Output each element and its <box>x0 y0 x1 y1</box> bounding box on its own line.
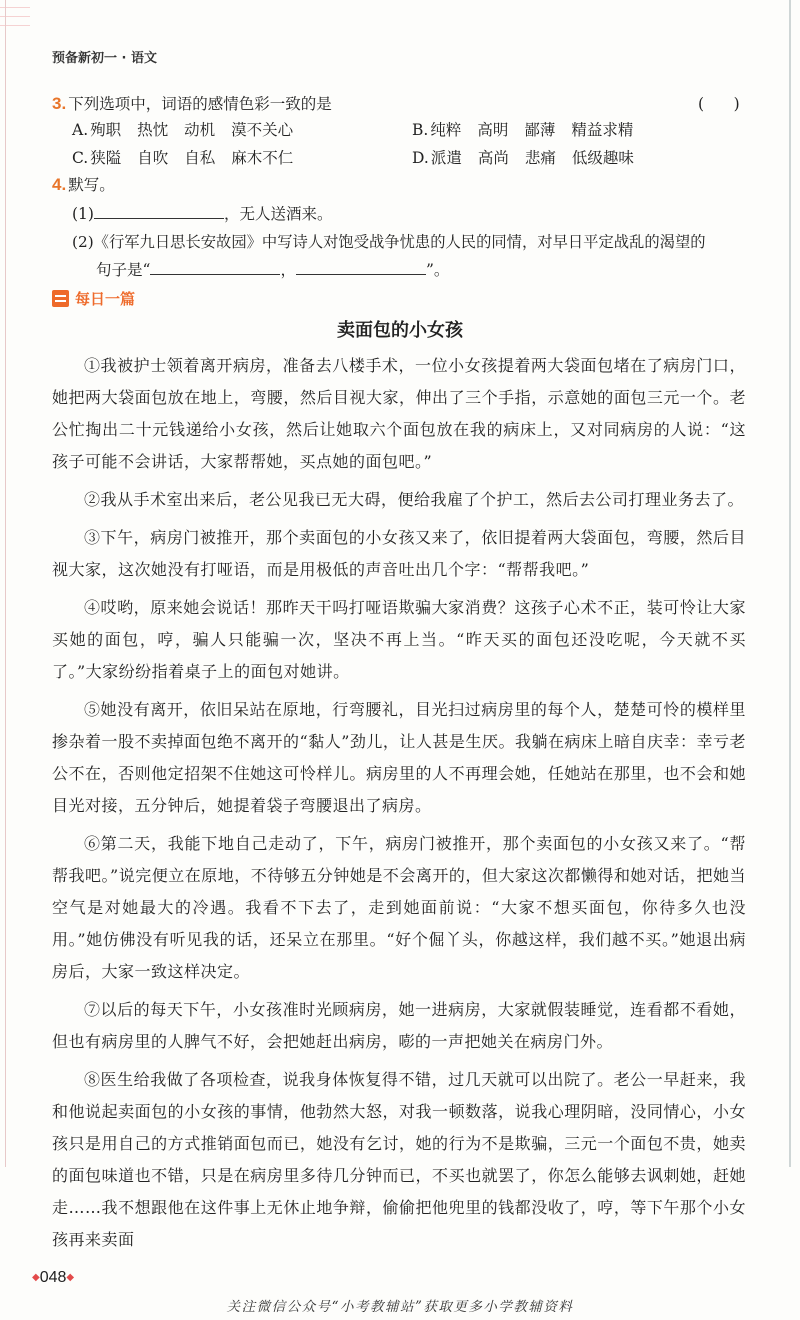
section-header <box>52 288 135 309</box>
option-a: A. 殉职 热忱 动机 漠不关心 <box>72 121 294 139</box>
question-number: 4. <box>52 175 67 194</box>
section-number-icon <box>52 290 69 307</box>
option-c: C. 狭隘 自吹 自私 麻木不仁 <box>72 149 294 167</box>
article-title: 卖面包的小女孩 <box>337 320 463 341</box>
question-4-sub-2: (2)《行军九日思长安故园》中写诗人对饱受战争忧患的人民的同情，对早日平定战乱的渴望的 <box>72 233 706 251</box>
fill-blank[interactable] <box>296 260 426 275</box>
article-flow <box>0 350 800 1320</box>
question-4-sub-2-answer: 句子是“ ， ”。 <box>96 261 450 279</box>
question-number: 3. <box>52 94 67 113</box>
paragraph: ⑦以后的每天下午，小女孩准时光顾病房，她一进病房，大家就假装睡觉，连看都不看她，但也有病房里的人脾气不好，会把她赶出病房，嘭的一声把她关在病房门外。 <box>52 1000 746 1051</box>
option-b: B. 纯粹 高明 鄙薄 精益求精 <box>412 121 634 139</box>
question-4-sub-1: (1) ，无人送酒来。 <box>72 205 333 223</box>
article-body <box>52 350 746 1256</box>
fill-blank[interactable] <box>94 204 224 219</box>
answer-blank[interactable]: ( ) <box>698 95 740 113</box>
question-text: 下列选项中，词语的感情色彩一致的是 <box>68 95 332 113</box>
paragraph: ④哎哟，原来她会说话！那昨天干吗打哑语欺骗大家消费？这孩子心术不正，装可怜让大家买她的面包，哼，骗人只能骗一次，坚决不再上当。“昨天买的面包还没吃呢，今天就不买了。”大家纷纷指着桌子上的面包对她讲。 <box>52 598 746 681</box>
paragraph: ⑧医生给我做了各项检查，说我身体恢复得不错，过几天就可以出院了。老公一早赶来，我和他说起卖面包的小女孩的事情，他勃然大怒，对我一顿数落，说我心理阴暗，没同情心，小女孩只是用自己的方式推销面包而已，她没有乞讨，她的行为不是欺骗，三元一个面包不贵，她卖的面包味道也不错，只是在病房里多待几分钟而已，不买也就罢了，你怎么能够去讽刺她，赶她走……我不想跟他在这件事上无休止地争辩，偷偷把他兜里的钱都没收了，哼，等下午那个小女孩再来卖面 <box>52 1070 746 1249</box>
paragraph: ①我被护士领着离开病房，准备去八楼手术，一位小女孩提着两大袋面包堵在了病房门口，她把两大袋面包放在地上，弯腰，然后目视大家，伸出了三个手指，示意她的面包三元一个。老公忙掏出二十元钱递给小女孩，然后让她取六个面包放在我的病床上，又对同病房的人说：“这孩子可能不会讲话，大家帮帮她，买点她的面包吧。” <box>52 356 746 471</box>
paragraph: ③下午，病房门被推开，那个卖面包的小女孩又来了，依旧提着两大袋面包，弯腰，然后目视大家，这次她没有打哑语，而是用极低的声音吐出几个字：“帮帮我吧。” <box>52 528 746 579</box>
option-d: D. 派遣 高尚 悲痛 低级趣味 <box>412 149 634 167</box>
question-4 <box>52 175 115 195</box>
fill-blank[interactable] <box>150 260 280 275</box>
diamond-icon: ◆ <box>32 1272 40 1283</box>
paragraph: ②我从手术室出来后，老公见我已无大碍，便给我雇了个护工，然后去公司打理业务去了。 <box>84 490 745 509</box>
section-label: 每日一篇 <box>75 290 136 308</box>
paragraph: ⑤她没有离开，依旧呆站在原地，行弯腰礼，目光扫过病房里的每个人，楚楚可怜的模样里掺杂着一股不卖掉面包绝不离开的“黏人”劲儿，让人甚是生厌。我躺在病床上暗自庆幸：幸亏老公不在，否则他定招架不住她这可怜样儿。病房里的人不再理会她，任她站在那里，也不会和她目光对接，五分钟后，她提着袋子弯腰退出了病房。 <box>52 700 746 815</box>
footer-note: 关注微信公众号“小考教辅站”获取更多小学教辅资料 <box>226 1299 574 1316</box>
question-text: 默写。 <box>68 176 115 194</box>
paragraph: ⑥第二天，我能下地自己走动了，下午，病房门被推开，那个卖面包的小女孩又来了。“帮帮我吧。”说完便立在原地，不待够五分钟她是不会离开的，但大家这次都懒得和她对话，把她当空气是对她最大的冷遇。我看不下去了，走到她面前说：“大家不想买面包，你待多久也没用。”她仿佛没有听见我的话，还呆立在那里。“好个倔丫头，你越这样，我们越不买。”她退出病房后，大家一致这样决定。 <box>52 834 746 981</box>
page-number: ◆048◆ <box>32 1269 75 1287</box>
diamond-icon: ◆ <box>66 1272 75 1283</box>
running-header: 预备新初一 · 语文 <box>52 51 157 66</box>
question-3 <box>52 94 332 114</box>
